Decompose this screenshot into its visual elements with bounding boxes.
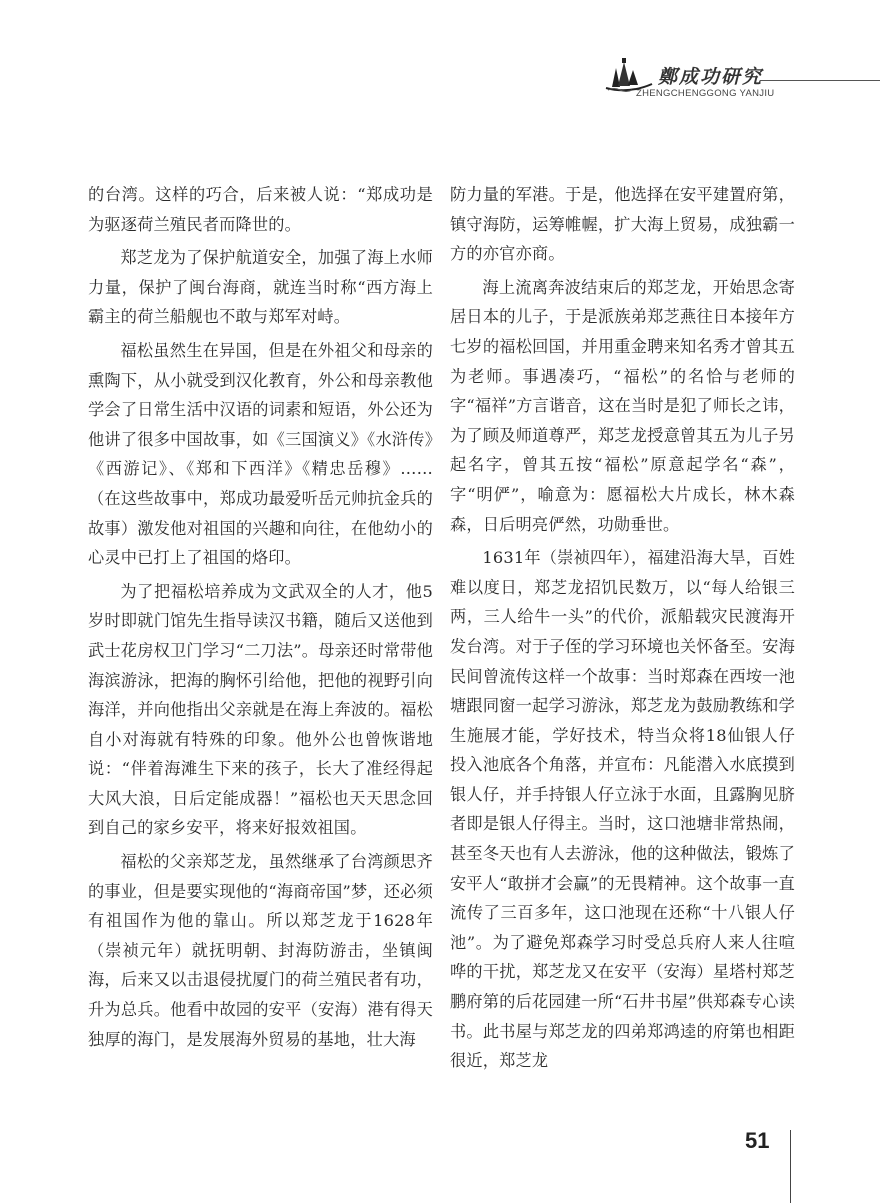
page-number-rule xyxy=(790,1130,791,1203)
paragraph: 的台湾。这样的巧合，后来被人说：“郑成功是为驱逐荷兰殖民者而降世的。 xyxy=(88,185,433,234)
running-header xyxy=(600,40,880,110)
paragraph: 1631年（崇祯四年），福建沿海大旱，百姓难以度日，郑芝龙招饥民数万，以“每人给银三两，三人给牛一头”的代价，派船载灾民渡海开发台湾。对于子侄的学习环境也关怀备至。安海民间曾流传这样一个故事：当时郑森在西垵一池塘跟同窗一起学习游泳，郑芝龙为鼓励教练和学生施展才能，学好技术，特当众将18仙银人仔投入池底各个角落，并宣布：凡能潜入水底摸到银人仔，并手持银人仔立泳于水面，且露胸见脐者即是银人仔得主。当时，这口池塘非常热闹，甚至冬天也有人去游泳，他的这种做法，锻炼了安平人“敢拼才会赢”的无畏精神。这个故事一直流传了三百多年，这口池现在还称“十八银人仔池”。为了避免郑森学习时受总兵府人来人往喧哗的干扰，郑芝龙又在安平（安海）星塔村郑芝鹏府第的后花园建一所“石井书屋”供郑森专心读书。此书屋与郑芝龙的四弟郑鸿逵的府第也相距很近，郑芝龙 xyxy=(450,548,795,1071)
header-rule xyxy=(760,80,880,81)
left-column xyxy=(88,180,433,1058)
journal-subtitle: ZHENGCHENGGONG YANJIU xyxy=(636,88,775,99)
paragraph: 郑芝龙为了保护航道安全，加强了海上水师力量，保护了闽台海商，就连当时称“西方海上霸主的荷兰船舰也不敢与郑军对峙。 xyxy=(88,248,433,327)
paragraph: 福松的父亲郑芝龙，虽然继承了台湾颜思齐的事业，但是要实现他的“海商帝国”梦，还必须有祖国作为他的靠山。所以郑芝龙于1628年（崇祯元年）就抚明朝、封海防游击，坐镇闽海，后来又以击退侵扰厦门的荷兰殖民者有功，升为总兵。他看中故园的安平（安海）港有得天独厚的海门，是发展海外贸易的基地，壮大海 xyxy=(88,852,433,1049)
paragraph: 福松虽然生在异国，但是在外祖父和母亲的熏陶下，从小就受到汉化教育，外公和母亲教他学会了日常生活中汉语的词素和短语，外公还为他讲了很多中国故事，如《三国演义》《水浒传》《西游记》、《郑和下西洋》《精忠岳穆》……（在这些故事中，郑成功最爱听岳元帅抗金兵的故事）激发他对祖国的兴趣和向往，在他幼小的心灵中已打上了祖国的烙印。 xyxy=(88,340,433,568)
paragraph: 防力量的军港。于是，他选择在安平建置府第，镇守海防，运筹帷幄，扩大海上贸易，成独霸一方的亦官亦商。 xyxy=(450,185,795,264)
page-number: 51 xyxy=(745,1128,770,1153)
paragraph: 海上流离奔波结束后的郑芝龙，开始思念寄居日本的儿子，于是派族弟郑芝燕往日本接年方七岁的福松回国，并用重金聘来知名秀才曾其五为老师。事遇凑巧，“福松”的名恰与老师的字“福祥”方言谐音，这在当时是犯了师长之讳，为了顾及师道尊严，郑芝龙授意曾其五为儿子另起名字，曾其五按“福松”原意起学名“森”，字“明俨”，喻意为：愿福松大片成长，林木森森，日后明亮俨然，功勋垂世。 xyxy=(450,277,795,534)
paragraph: 为了把福松培养成为文武双全的人才，他5岁时即就门馆先生指导读汉书籍，随后又送他到武士花房权卫门学习“二刀法”。母亲还时常带他海滨游泳，把海的胸怀引给他，把他的视野引向海洋，并向他指出父亲就是在海上奔波的。福松自小对海就有特殊的印象。他外公也曾恢谐地说：“伴着海滩生下来的孩子，长大了准经得起大风大浪，日后定能成器！”福松也天天思念回到自己的家乡安平，将来好报效祖国。 xyxy=(88,581,433,838)
right-column xyxy=(450,180,795,1080)
journal-title: 鄭成功研究 xyxy=(658,66,764,88)
